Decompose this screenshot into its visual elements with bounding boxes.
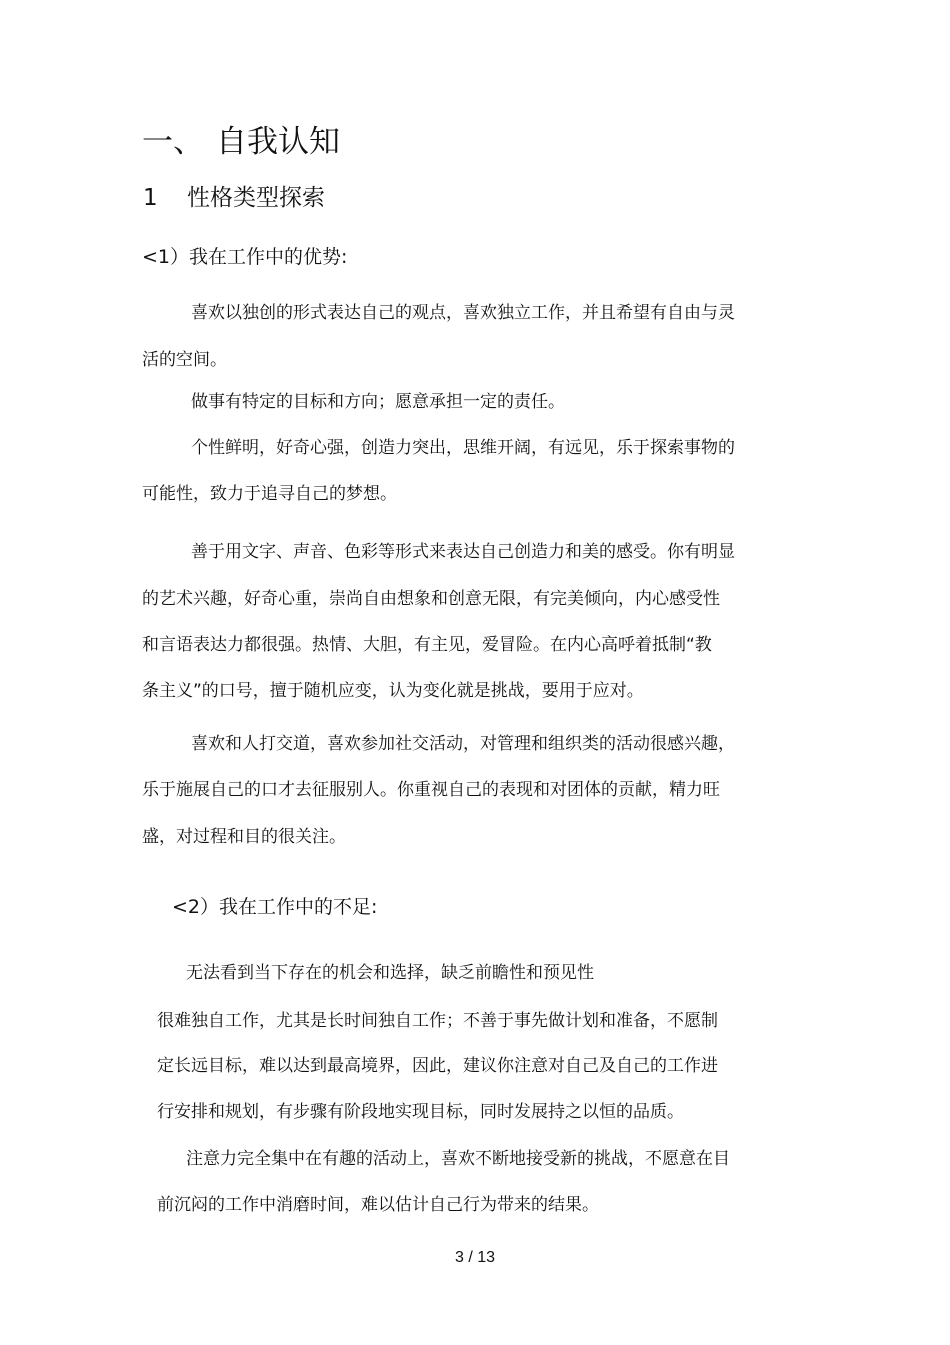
paragraph-line: 喜欢以独创的形式表达自己的观点，喜欢独立工作，并且希望有自由与灵 xyxy=(191,303,735,323)
paragraph-line: 无法看到当下存在的机会和选择，缺乏前瞻性和预见性 xyxy=(186,963,594,983)
strengths-heading: <1）我在工作中的优势: xyxy=(142,246,348,268)
paragraph-line: 善于用文字、声音、色彩等形式来表达自己创造力和美的感受。你有明显 xyxy=(191,542,735,562)
paragraph-line: 和言语表达力都很强。热情、大胆，有主见，爱冒险。在内心高呼着抵制“教 xyxy=(142,635,712,655)
paragraph-line: 盛，对过程和目的很关注。 xyxy=(142,827,346,847)
page-number: 3 / 13 xyxy=(454,1249,496,1266)
weaknesses-heading: <2）我在工作中的不足: xyxy=(172,896,378,918)
section-title: 性格类型探索 xyxy=(187,185,325,211)
paragraph-line: 做事有特定的目标和方向；愿意承担一定的责任。 xyxy=(191,392,565,412)
paragraph-line: 注意力完全集中在有趣的活动上，喜欢不断地接受新的挑战，不愿意在目 xyxy=(186,1149,730,1169)
paragraph-line: 很难独自工作，尤其是长时间独自工作；不善于事先做计划和准备，不愿制 xyxy=(157,1011,718,1031)
paragraph-line: 活的空间。 xyxy=(142,350,227,370)
paragraph-line: 行安排和规划，有步骤有阶段地实现目标，同时发展持之以恒的品质。 xyxy=(157,1102,684,1122)
paragraph-line: 的艺术兴趣，好奇心重，崇尚自由想象和创意无限，有完美倾向，内心感受性 xyxy=(142,589,720,609)
paragraph-line: 前沉闷的工作中消磨时间，难以估计自己行为带来的结果。 xyxy=(157,1195,599,1215)
section-number: 1 xyxy=(143,185,158,211)
section-heading xyxy=(143,182,325,214)
paragraph-line: 定长远目标，难以达到最高境界，因此，建议你注意对自己及自己的工作进 xyxy=(157,1056,718,1076)
chapter-title: 自我认知 xyxy=(216,124,340,160)
chapter-heading xyxy=(142,122,340,162)
paragraph-line: 喜欢和人打交道，喜欢参加社交活动，对管理和组织类的活动很感兴趣， xyxy=(191,734,735,754)
paragraph-line: 可能性，致力于追寻自己的梦想。 xyxy=(142,484,397,504)
chapter-number: 一、 xyxy=(142,124,204,160)
paragraph-line: 乐于施展自己的口才去征服别人。你重视自己的表现和对团体的贡献，精力旺 xyxy=(142,780,720,800)
paragraph-line: 个性鲜明，好奇心强，创造力突出，思维开阔，有远见，乐于探索事物的 xyxy=(191,438,735,458)
paragraph-line: 条主义”的口号，擅于随机应变，认为变化就是挑战，要用于应对。 xyxy=(142,681,644,701)
